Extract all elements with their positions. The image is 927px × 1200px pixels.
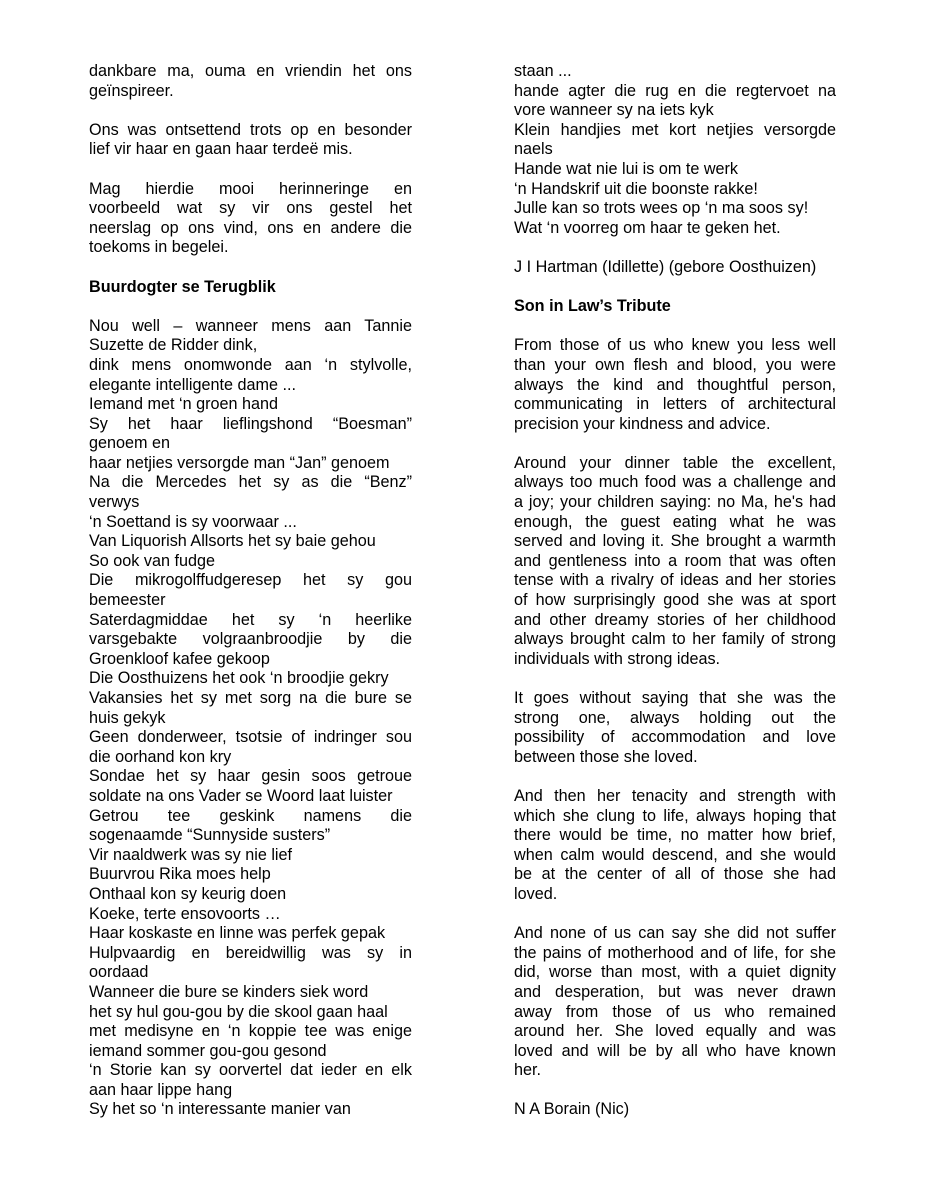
paragraph-line: always brought calm to her family of strong bbox=[514, 630, 836, 649]
poem-line: iemand sommer gou-gou gesond bbox=[89, 1041, 327, 1060]
poem-line: oordaad bbox=[89, 963, 149, 982]
poem-line: Klein handjies met kort netjies versorgde bbox=[514, 120, 836, 139]
paragraph-line: and gentleness into a room that was often bbox=[514, 551, 836, 570]
poem-line: elegante intelligente dame ... bbox=[89, 375, 296, 394]
paragraph-line: the pains of motherhood and of life, for she bbox=[514, 943, 836, 962]
poem-line: staan ... bbox=[514, 62, 572, 80]
poem-line: Sondae het sy haar gesin soos getroue bbox=[89, 767, 412, 786]
paragraph-spacer bbox=[89, 160, 412, 180]
section-heading: Buurdogter se Terugblik bbox=[89, 277, 276, 296]
section-heading: Son in Law’s Tribute bbox=[514, 297, 671, 316]
paragraph-line: and desperation, but was never drawn bbox=[514, 982, 836, 1001]
poem-line: ‘n Storie kan sy oorvertel dat ieder en elk bbox=[89, 1061, 412, 1080]
poem-line: Wanneer die bure se kinders siek word bbox=[89, 982, 369, 1001]
text-line: neerslag op ons vind, ons en andere die bbox=[89, 218, 412, 237]
text-line: Ons was ontsettend trots op en besonder bbox=[89, 120, 412, 139]
poem-line: haar netjies versorgde man “Jan” genoem bbox=[89, 453, 390, 472]
poem-line: Hande wat nie lui is om te werk bbox=[514, 159, 739, 178]
poem-line: Vakansies het sy met sorg na die bure se bbox=[89, 689, 412, 707]
poem-line: Suzette de Ridder dink, bbox=[89, 336, 258, 355]
poem-line: Van Liquorish Allsorts het sy baie gehou bbox=[89, 532, 376, 551]
poem-line: Sy het so ‘n interessante manier van bbox=[89, 1100, 351, 1119]
paragraph-line: her. bbox=[514, 1061, 541, 1080]
poem-line: Buurvrou Rika moes help bbox=[89, 865, 271, 884]
text-line: toekoms in begelei. bbox=[89, 238, 229, 257]
poem-line: Vir naaldwerk was sy nie lief bbox=[89, 845, 293, 864]
paragraph-spacer bbox=[89, 258, 412, 278]
poem-line: Iemand met ‘n groen hand bbox=[89, 395, 278, 414]
poem-line: Haar koskaste en linne was perfek gepak bbox=[89, 924, 386, 943]
paragraph-spacer bbox=[514, 1081, 836, 1101]
paragraph-spacer bbox=[514, 434, 836, 454]
paragraph-line: always the kind and thoughtful person, bbox=[514, 375, 836, 394]
poem-line: Sy het haar lieflingshond “Boesman” bbox=[89, 414, 412, 433]
poem-line: ‘n Handskrif uit die boonste rakke! bbox=[514, 179, 758, 198]
text-line: geïnspireer. bbox=[89, 81, 174, 100]
poem-line: aan haar lippe hang bbox=[89, 1080, 233, 1099]
paragraph-line: between those she loved. bbox=[514, 747, 698, 766]
poem-line: die oorhand kon kry bbox=[89, 747, 232, 766]
paragraph-line: be at the center of all of those she had bbox=[514, 865, 836, 884]
text-line: voorbeeld wat sy vir ons gestel het bbox=[89, 199, 412, 218]
paragraph-line: loved. bbox=[514, 884, 558, 903]
poem-line: vore wanneer sy na iets kyk bbox=[514, 101, 714, 120]
poem-line: Nou well – wanneer mens aan Tannie bbox=[89, 316, 412, 335]
poem-line: varsgebakte volgraanbroodjie by die bbox=[89, 630, 412, 649]
right-column bbox=[514, 62, 836, 1120]
author-signature: N A Borain (Nic) bbox=[514, 1100, 630, 1119]
poem-line: ‘n Soettand is sy voorwaar ... bbox=[89, 512, 297, 531]
left-column bbox=[89, 62, 412, 1120]
poem-line: Hulpvaardig en bereidwillig was sy in bbox=[89, 943, 412, 962]
poem-line: huis gekyk bbox=[89, 708, 166, 727]
paragraph-line: Around your dinner table the excellent, bbox=[514, 453, 836, 472]
paragraph-line: possibility of accommodation and love bbox=[514, 728, 836, 747]
paragraph-line: enough, the guest eating what he was bbox=[514, 512, 836, 531]
poem-line: naels bbox=[514, 140, 553, 159]
paragraph-spacer bbox=[89, 101, 412, 121]
paragraph-spacer bbox=[514, 669, 836, 689]
paragraph-line: communicating in letters of architectural bbox=[514, 395, 836, 414]
poem-line: Die Oosthuizens het ook ‘n broodjie gekry bbox=[89, 669, 389, 688]
poem-line: dink mens onomwonde aan ‘n stylvolle, bbox=[89, 355, 412, 374]
paragraph-line: From those of us who knew you less well bbox=[514, 336, 836, 355]
poem-line: hande agter die rug en die regtervoet na bbox=[514, 81, 836, 100]
paragraph-line: than your own flesh and blood, you were bbox=[514, 355, 836, 374]
poem-line: genoem en bbox=[89, 434, 171, 453]
paragraph-line: which she clung to life, always hoping that bbox=[514, 806, 836, 825]
paragraph-spacer bbox=[514, 767, 836, 787]
poem-line: Koeke, terte ensovoorts … bbox=[89, 904, 281, 923]
paragraph-line: a joy; your children saying: no Ma, he's had bbox=[514, 493, 836, 512]
paragraph-line: did, worse than most, with a quiet dignity bbox=[514, 963, 836, 982]
poem-line: Na die Mercedes het sy as die “Benz” bbox=[89, 473, 412, 492]
poem-line: Geen donderweer, tsotsie of indringer sou bbox=[89, 728, 412, 747]
poem-line: Wat ‘n voorreg om haar te geken het. bbox=[514, 218, 781, 237]
paragraph-spacer bbox=[514, 278, 836, 298]
poem-line: bemeester bbox=[89, 591, 166, 610]
paragraph-line: tense with a rivalry of ideas and her stories bbox=[514, 571, 836, 590]
paragraph-spacer bbox=[89, 297, 412, 317]
text-line: Mag hierdie mooi herinneringe en bbox=[89, 179, 412, 198]
paragraph-line: And none of us can say she did not suffer bbox=[514, 924, 836, 943]
poem-line: Onthaal kon sy keurig doen bbox=[89, 884, 287, 903]
paragraph-line: It goes without saying that she was the bbox=[514, 689, 836, 707]
poem-line: Julle kan so trots wees op ‘n ma soos sy! bbox=[514, 199, 809, 218]
poem-line: soldate na ons Vader se Woord laat luister bbox=[89, 786, 393, 805]
paragraph-line: precision your kindness and advice. bbox=[514, 414, 771, 433]
author-signature: J I Hartman (Idillette) (gebore Oosthuizen) bbox=[514, 257, 817, 276]
paragraph-line: always too much food was a challenge and bbox=[514, 473, 836, 492]
paragraph-line: there would be time, no matter how brief, bbox=[514, 826, 836, 845]
paragraph-line: And then her tenacity and strength with bbox=[514, 786, 836, 805]
paragraph-line: of how surprisingly good she was at sport bbox=[514, 591, 836, 610]
paragraph-spacer bbox=[514, 317, 836, 337]
poem-line: So ook van fudge bbox=[89, 551, 215, 570]
poem-line: verwys bbox=[89, 493, 140, 512]
paragraph-line: when calm would descend, and she would bbox=[514, 845, 836, 864]
paragraph-line: loved and will be by all who have known bbox=[514, 1041, 836, 1060]
paragraph-spacer bbox=[514, 238, 836, 258]
paragraph-line: away from those of us who remained bbox=[514, 1002, 836, 1021]
paragraph-line: around her. She loved equally and was bbox=[514, 1022, 836, 1041]
poem-line: met medisyne en ‘n koppie tee was enige bbox=[89, 1022, 412, 1041]
paragraph-line: individuals with strong ideas. bbox=[514, 649, 721, 668]
poem-line: sogenaamde “Sunnyside susters” bbox=[89, 826, 331, 845]
paragraph-spacer bbox=[514, 905, 836, 925]
poem-line: Getrou tee geskink namens die bbox=[89, 806, 412, 825]
poem-line: Die mikrogolffudgeresep het sy gou bbox=[89, 571, 412, 590]
paragraph-line: and other dreamy stories of her childhood bbox=[514, 610, 836, 629]
poem-line: het sy hul gou-gou by die skool gaan haal bbox=[89, 1002, 388, 1021]
text-line: dankbare ma, ouma en vriendin het ons bbox=[89, 62, 412, 80]
text-line: lief vir haar en gaan haar terdeë mis. bbox=[89, 140, 353, 159]
paragraph-line: served and loving it. She brought a warmth bbox=[514, 532, 836, 551]
paragraph-line: strong one, always holding out the bbox=[514, 708, 836, 727]
poem-line: Saterdagmiddae het sy ‘n heerlike bbox=[89, 610, 412, 629]
poem-line: Groenkloof kafee gekoop bbox=[89, 649, 270, 668]
